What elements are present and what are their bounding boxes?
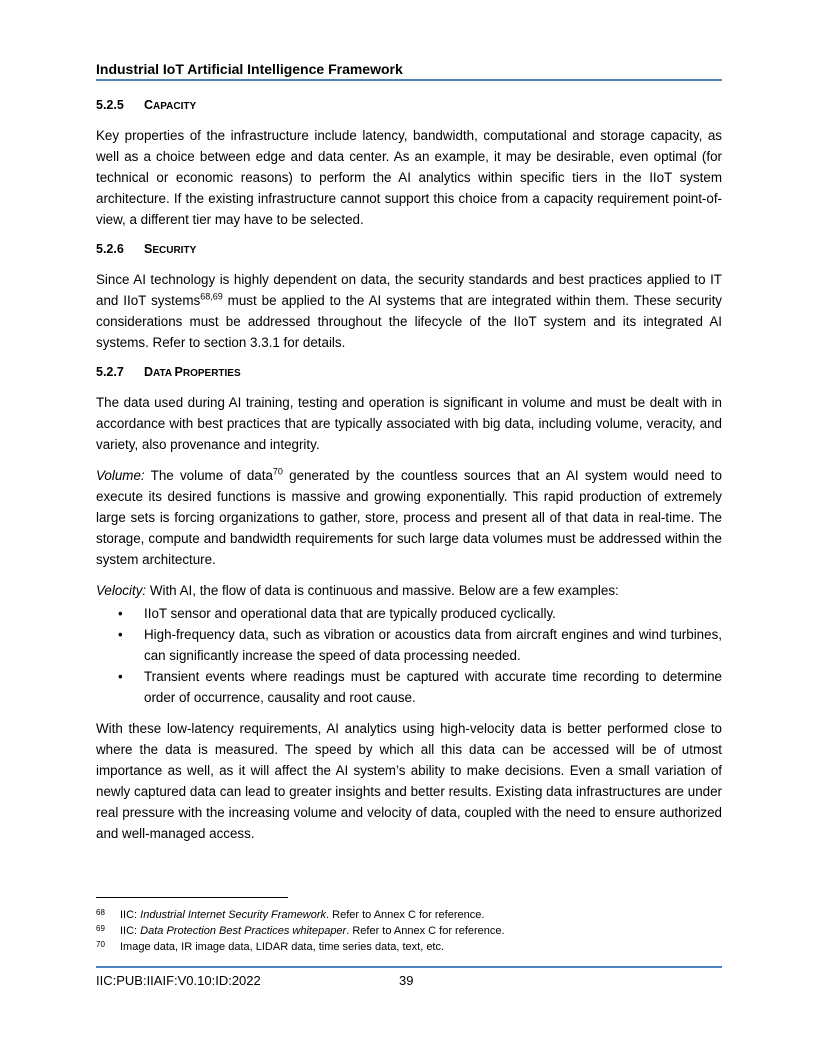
header-title: Industrial IoT Artificial Intelligence Framework	[96, 61, 403, 77]
footnote-separator	[96, 897, 288, 898]
volume-label: Volume:	[96, 468, 145, 483]
bullet-icon: •	[118, 627, 123, 642]
header-rule	[96, 79, 722, 81]
list-item: • Transient events where readings must be captured with accurate time recording to determine order of occurrence, causality and root cause.	[96, 666, 722, 708]
section-heading-5-2-6	[96, 240, 722, 260]
capacity-paragraph: Key properties of the infrastructure include latency, bandwidth, computational and storage capacity, as well as a choice between edge and data center. As an example, it may be desirable, even optimal (for technical or economic reasons) to perform the AI analytics within specific tiers in the IIoT system architecture. If the existing infrastructure cannot support this choice from a capacity requirement point-of-view, a different tier may have to be selected.	[96, 128, 722, 227]
volume-paragraph: Volume: The volume of data$^{70}$ generated by the countless sources that an AI system would need to execute its desired functions is massive and growing exponentially. This rapid production of extremely large sets is forcing organizations to gather, store, process and present all of that data in real-time. The storage, compute and bandwidth requirements for such large data volumes must be addressed within the system architecture.	[96, 466, 722, 567]
section-heading-5-2-5	[96, 96, 722, 116]
section-number: 5.2.6	[96, 242, 124, 256]
bullet-icon: •	[118, 669, 123, 684]
velocity-label: Velocity:	[96, 583, 147, 598]
velocity-examples-list	[96, 603, 722, 708]
page-content	[96, 96, 722, 854]
footnote-69: 69 IIC: Data Protection Best Practices whitepaper. Refer to Annex C for reference.	[96, 924, 505, 937]
data-properties-paragraph: The data used during AI training, testing and operation is significant in volume and must be dealt with in accordance with best practices that are typically associated with big data, including volume, veracity, and variety, also provenance and integrity.	[96, 395, 722, 452]
footnote-68: 68 IIC: Industrial Internet Security Framework. Refer to Annex C for reference.	[96, 908, 485, 921]
section-title: SECURITY	[144, 242, 197, 256]
footnote-70: 70 Image data, IR image data, LIDAR data, time series data, text, etc.	[96, 940, 445, 953]
section-heading-5-2-7	[96, 363, 722, 383]
bullet-icon: •	[118, 606, 123, 621]
document-id: IIC:PUB:IIAIF:V0.10:ID:2022	[96, 973, 261, 988]
footnote-ref[interactable]: 68,69	[200, 291, 223, 302]
list-item: • High-frequency data, such as vibration or acoustics data from aircraft engines and wind turbines, can significantly increase the speed of data processing needed.	[96, 624, 722, 666]
footnote-ref[interactable]: 70	[272, 466, 283, 477]
low-latency-paragraph: With these low-latency requirements, AI analytics using high-velocity data is better performed close to where the data is measured. The speed by which all this data can be accessed will be of utmost importance as well, as it will affect the AI system’s ability to make decisions. Even a small variation of newly captured data can lead to greater insights and better results. Existing data infrastructures are under real pressure with the increasing volume and velocity of data, coupled with the need to ensure authorized and well-managed access.	[96, 721, 722, 841]
page-header	[96, 60, 722, 78]
list-item: • IIoT sensor and operational data that are typically produced cyclically.	[96, 603, 722, 624]
section-title: CAPACITY	[144, 98, 197, 112]
section-title: DATA PROPERTIES	[144, 365, 241, 379]
security-paragraph: Since AI technology is highly dependent on data, the security standards and best practices applied to IT and IIoT systems$^{68,69}$ must be applied to the AI systems that are integrated within them. These security considerations must be addressed throughout the lifecycle of the IIoT system and its integrated AI systems. Refer to section 3.3.1 for details.	[96, 272, 723, 350]
section-number: 5.2.7	[96, 365, 124, 379]
section-number: 5.2.5	[96, 98, 124, 112]
page-number: 39	[399, 973, 414, 988]
velocity-paragraph: Velocity: With AI, the flow of data is continuous and massive. Below are a few examples:	[96, 583, 619, 598]
footnotes	[96, 907, 722, 955]
footer-rule	[96, 966, 722, 968]
